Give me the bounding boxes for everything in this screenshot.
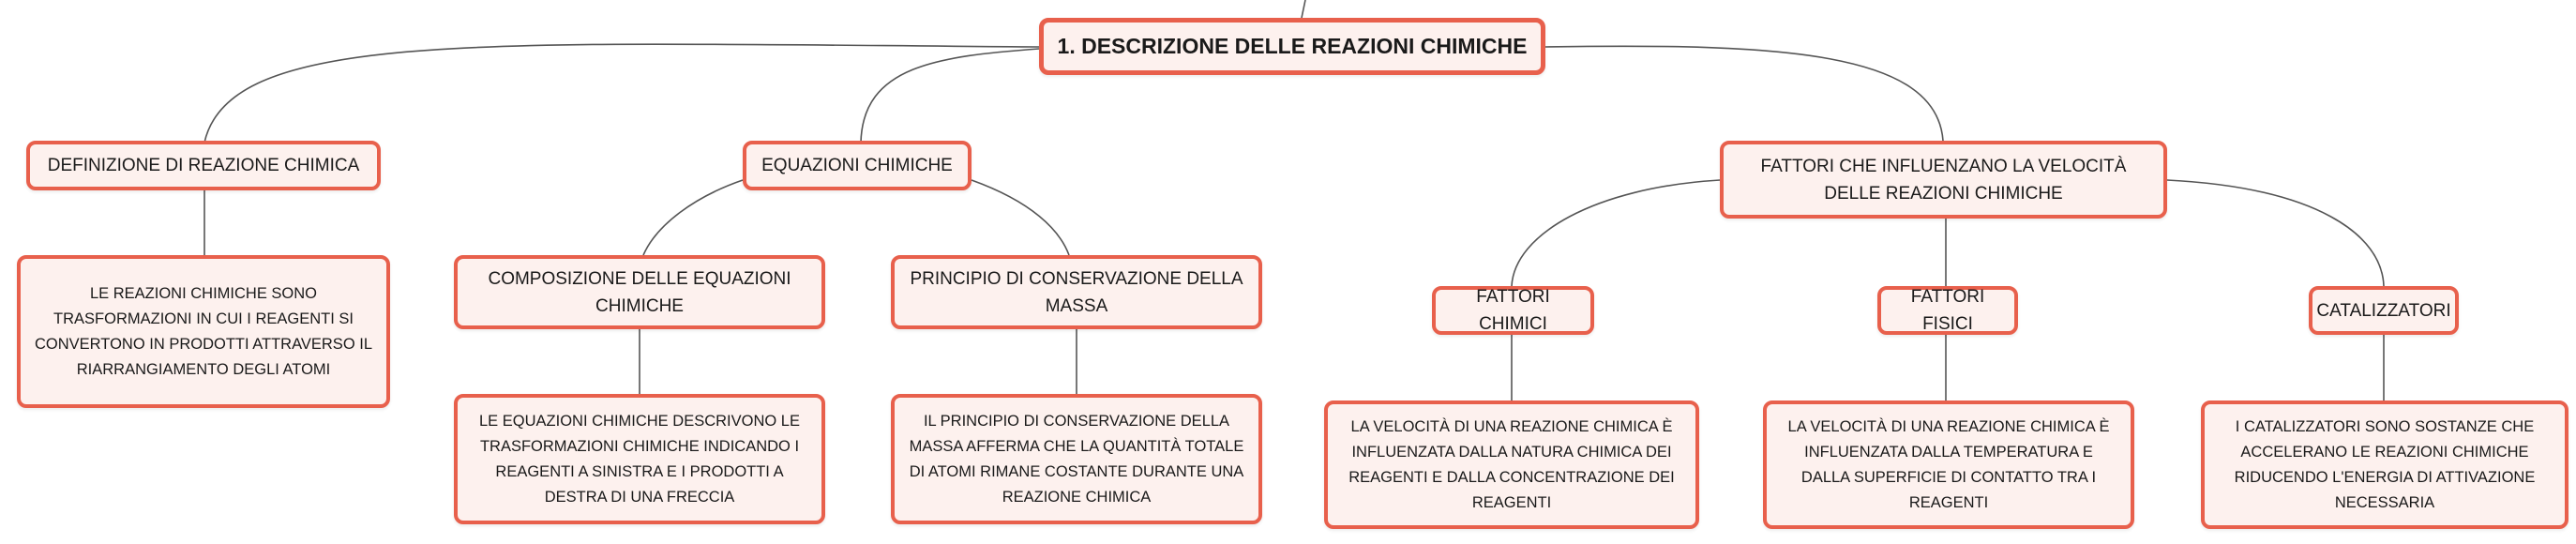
detail-composizione[interactable]: [454, 394, 825, 524]
detail-definizione-text: LE REAZIONI CHIMICHE SONO TRASFORMAZIONI IN CUI I REAGENTI SI CONVERTONO IN PRODOTTI ATTRAVERSO IL RIARRANGIAMENTO DEGLI ATOMI: [35, 284, 372, 378]
topic-fattori[interactable]: [1720, 141, 2167, 219]
detail-chimici-text: LA VELOCITÀ DI UNA REAZIONE CHIMICA È INFLUENZATA DALLA NATURA CHIMICA DEI REAGENTI E DALLA CONCENTRAZIONE DEI REAGENTI: [1348, 417, 1675, 511]
detail-catalizzatori-text: I CATALIZZATORI SONO SOSTANZE CHE ACCELERANO LE REAZIONI CHIMICHE RIDUCENDO L'ENERGIA DI ATTIVAZIONE NECESSARIA: [2234, 417, 2536, 511]
detail-chimici[interactable]: [1324, 400, 1699, 529]
detail-fisici-text: LA VELOCITÀ DI UNA REAZIONE CHIMICA È INFLUENZATA DALLA TEMPERATURA E DALLA SUPERFICIE DI CONTATTO TRA I REAGENTI: [1787, 417, 2110, 511]
subtopic-fisici[interactable]: [1877, 286, 2018, 335]
subtopic-chimici-label: FATTORI CHIMICI: [1476, 287, 1550, 334]
connector-root-equazioni: [861, 49, 1039, 143]
detail-conservazione[interactable]: [891, 394, 1262, 524]
connector-root-fattori: [1545, 46, 1943, 141]
topic-definizione-label: DEFINIZIONE DI REAZIONE CHIMICA: [47, 156, 360, 175]
subtopic-catalizzatori[interactable]: [2309, 286, 2459, 335]
root-topic-label: 1. DESCRIZIONE DELLE REAZIONI CHIMICHE: [1057, 34, 1528, 58]
topic-equazioni-label: EQUAZIONI CHIMICHE: [761, 156, 953, 175]
subtopic-catalizzatori-label: CATALIZZATORI: [2316, 300, 2451, 321]
topic-definizione[interactable]: [26, 141, 381, 190]
subtopic-composizione-label: COMPOSIZIONE DELLE EQUAZIONI CHIMICHE: [488, 268, 791, 316]
connector-fattori-catalizzatori: [2167, 180, 2384, 286]
subtopic-conservazione[interactable]: [891, 255, 1262, 329]
root-topic[interactable]: [1039, 18, 1545, 75]
detail-catalizzatori[interactable]: [2201, 400, 2568, 529]
subtopic-composizione[interactable]: [454, 255, 825, 329]
detail-composizione-text: LE EQUAZIONI CHIMICHE DESCRIVONO LE TRASFORMAZIONI CHIMICHE INDICANDO I REAGENTI A SINISTRA E I PRODOTTI A DESTRA DI UNA FRECCIA: [479, 412, 800, 506]
topic-fattori-label: FATTORI CHE INFLUENZANO LA VELOCITÀ DELLE REAZIONI CHIMICHE: [1760, 156, 2127, 204]
subtopic-conservazione-label: PRINCIPIO DI CONSERVAZIONE DELLA MASSA: [910, 268, 1243, 316]
connector-root-definizione: [204, 44, 1039, 143]
connector-equazioni-conservazione: [972, 180, 1069, 255]
connector-equazioni-composizione: [643, 180, 743, 255]
subtopic-fisici-label: FATTORI FISICI: [1910, 287, 1985, 334]
detail-fisici[interactable]: [1763, 400, 2134, 529]
subtopic-chimici[interactable]: [1432, 286, 1594, 335]
topic-equazioni[interactable]: [743, 141, 972, 190]
detail-definizione[interactable]: [17, 255, 390, 408]
connector-parent-root: [1302, 0, 1305, 18]
connector-fattori-chimici: [1512, 180, 1720, 286]
detail-conservazione-text: IL PRINCIPIO DI CONSERVAZIONE DELLA MASSA AFFERMA CHE LA QUANTITÀ TOTALE DI ATOMI RIMANE COSTANTE DURANTE UNA REAZIONE CHIMICA: [909, 412, 1244, 506]
